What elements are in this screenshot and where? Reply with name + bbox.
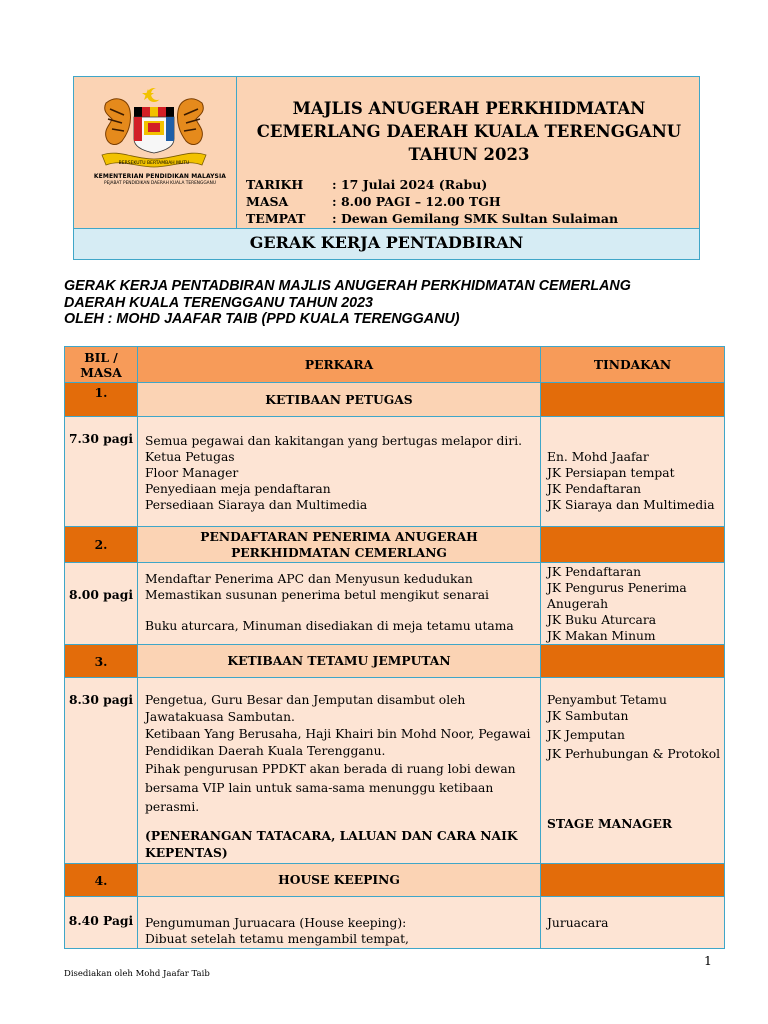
- action-item: JK Jemputan: [547, 728, 625, 742]
- action-item: JK Persiapan tempat: [547, 466, 675, 480]
- section-label: PENDAFTARAN PENERIMA ANUGERAH PERKHIDMATAN CEMERLANG: [138, 527, 541, 563]
- logo-cell: [74, 77, 237, 228]
- info-row-time: [246, 194, 501, 209]
- col-header-bil-masa: BIL / MASA: [65, 347, 138, 383]
- list-item: Dibuat setelah tetamu mengambil tempat,: [145, 932, 409, 946]
- perkara-cell: [138, 563, 541, 645]
- info-row-date: [246, 177, 487, 192]
- list-item: Ketibaan Yang Berusaha, Haji Khairi bin Mohd Noor, Pegawai Pendidikan Daerah Kuala Terengganu.: [145, 727, 531, 758]
- section-label: HOUSE KEEPING: [138, 864, 541, 897]
- list-item: Semua pegawai dan kakitangan yang bertugas melapor diri.: [145, 434, 523, 448]
- ministry-subtitle: PEJABAT PENDIDIKAN DAERAH KUALA TERENGGANU: [104, 181, 216, 186]
- list-item: Ketua Petugas: [145, 450, 235, 464]
- col-header-tindakan: TINDAKAN: [541, 347, 725, 383]
- section-heading: [64, 278, 631, 328]
- action-item: JK Sambutan: [547, 709, 629, 723]
- section-row: [65, 864, 725, 897]
- action-item: JK Perhubungan & Protokol: [547, 747, 721, 761]
- section-number: 4.: [65, 864, 138, 897]
- page-number: 1: [704, 953, 712, 968]
- table-row: [65, 563, 725, 645]
- heading-line: GERAK KERJA PENTADBIRAN MAJLIS ANUGERAH PERKHIDMATAN CEMERLANG: [64, 278, 631, 294]
- action-item: Juruacara: [547, 916, 609, 930]
- action-item: En. Mohd Jaafar: [547, 450, 649, 464]
- tindakan-cell: [541, 678, 725, 864]
- heading-line: DAERAH KUALA TERENGGANU TAHUN 2023: [64, 294, 373, 311]
- section-number: 1.: [65, 383, 138, 417]
- action-item: JK Pendaftaran: [547, 482, 642, 496]
- list-item: Mendaftar Penerima APC dan Menyusun kedudukan: [145, 572, 473, 586]
- procedure-note: (PENERANGAN TATACARA, LALUAN DAN CARA NAIK KEPENTAS): [145, 828, 518, 860]
- list-item: Floor Manager: [145, 466, 239, 480]
- info-key: TEMPAT: [246, 211, 306, 226]
- action-item: JK Makan Minum: [547, 629, 656, 643]
- list-item: Pengetua, Guru Besar dan Jemputan disambut oleh Jawatakuasa Sambutan.: [145, 693, 466, 724]
- footer-credit: Disediakan oleh Mohd Jaafar Taib: [64, 969, 210, 979]
- section-action-empty: [541, 645, 725, 678]
- list-item: Persediaan Siaraya dan Multimedia: [145, 498, 368, 512]
- action-item: JK Buku Aturcara: [547, 613, 657, 627]
- info-key: TARIKH: [246, 177, 304, 192]
- action-note: STAGE MANAGER: [547, 816, 673, 831]
- document-subtitle: GERAK KERJA PENTADBIRAN: [74, 228, 699, 259]
- tindakan-cell: [541, 897, 725, 949]
- list-item: Pengumuman Juruacara (House keeping):: [145, 916, 407, 930]
- malaysia-coat-of-arms-logo: [98, 85, 210, 171]
- action-item: JK Siaraya dan Multimedia: [547, 498, 715, 512]
- list-item: Pihak pengurusan PPDKT akan berada di ruang lobi dewan bersama VIP lain untuk sama-sama menunggu ketibaan perasmi.: [145, 762, 516, 814]
- title-line: CEMERLANG DAERAH KUALA TERENGGANU: [256, 122, 682, 141]
- action-item: Penyambut Tetamu: [547, 693, 667, 707]
- info-value: : 17 Julai 2024 (Rabu): [332, 177, 488, 192]
- section-action-empty: [541, 864, 725, 897]
- section-number: 2.: [65, 527, 138, 563]
- document-title: [237, 97, 701, 166]
- time-cell: 7.30 pagi: [65, 417, 138, 527]
- section-row: [65, 527, 725, 563]
- heading-line: OLEH : MOHD JAAFAR TAIB (PPD KUALA TERENGGANU): [64, 311, 460, 327]
- table-row: [65, 417, 725, 527]
- table-row: [65, 678, 725, 864]
- svg-text:BERSEKUTU BERTAMBAH MUTU: BERSEKUTU BERTAMBAH MUTU: [118, 161, 190, 166]
- time-cell: 8.40 Pagi: [65, 897, 138, 949]
- action-item: JK Pengurus Penerima Anugerah: [547, 581, 687, 611]
- list-item: Memastikan susunan penerima betul mengikut senarai: [145, 588, 489, 602]
- col-header-perkara: PERKARA: [138, 347, 541, 383]
- tindakan-cell: [541, 563, 725, 645]
- tindakan-cell: [541, 417, 725, 527]
- time-cell: 8.30 pagi: [65, 678, 138, 864]
- schedule-table: [64, 346, 725, 949]
- title-line: MAJLIS ANUGERAH PERKHIDMATAN: [292, 99, 646, 118]
- section-label: KETIBAAN TETAMU JEMPUTAN: [138, 645, 541, 678]
- perkara-cell: [138, 678, 541, 864]
- perkara-cell: [138, 897, 541, 949]
- header-top: [74, 77, 699, 228]
- section-row: [65, 645, 725, 678]
- info-row-venue: [246, 211, 618, 226]
- time-cell: 8.00 pagi: [65, 563, 138, 645]
- info-value: : Dewan Gemilang SMK Sultan Sulaiman: [332, 211, 619, 226]
- list-item: Penyediaan meja pendaftaran: [145, 482, 331, 496]
- action-item: JK Pendaftaran: [547, 565, 642, 579]
- section-row: [65, 383, 725, 417]
- section-action-empty: [541, 383, 725, 417]
- ministry-name: KEMENTERIAN PENDIDIKAN MALAYSIA: [93, 173, 227, 180]
- perkara-cell: [138, 417, 541, 527]
- info-value: : 8.00 PAGI – 12.00 TGH: [332, 194, 501, 209]
- list-item: Buku aturcara, Minuman disediakan di meja tetamu utama: [145, 619, 514, 633]
- section-number: 3.: [65, 645, 138, 678]
- info-key: MASA: [246, 194, 289, 209]
- table-row: [65, 897, 725, 949]
- table-header-row: [65, 347, 725, 383]
- title-line: TAHUN 2023: [408, 145, 530, 164]
- section-action-empty: [541, 527, 725, 563]
- section-label: KETIBAAN PETUGAS: [138, 383, 541, 417]
- document-header: [73, 76, 700, 260]
